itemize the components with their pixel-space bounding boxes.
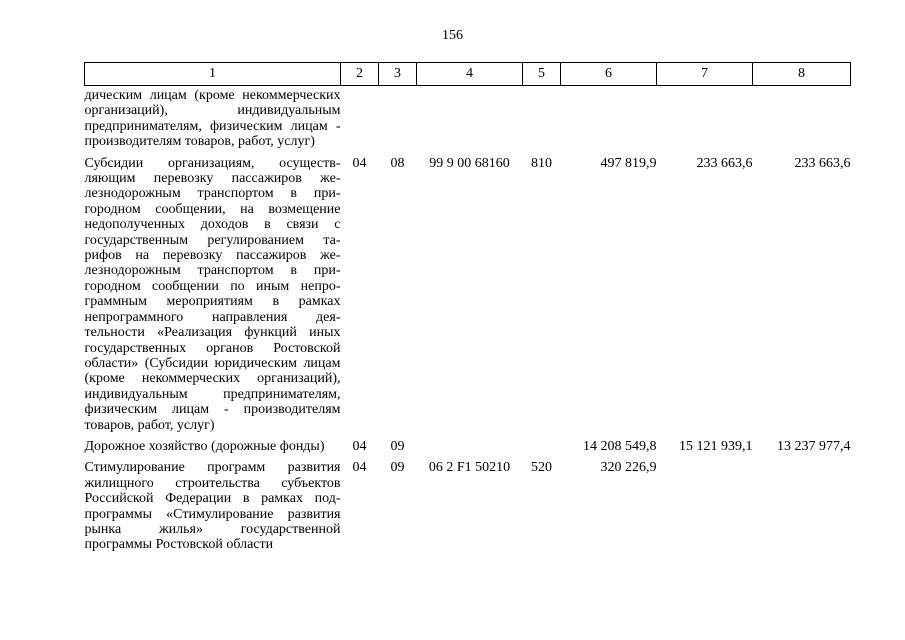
row-description: Дорожное хозяйство (дорожные фонды) (84, 438, 325, 454)
expense-type-code (523, 86, 561, 156)
row-description: Стимулирование программ развития жилищного строительства субъектов Российской Федерации в рамках подпрограммы «Стимулирование развития рынка жилья» государственной программы Ростовской области (84, 460, 341, 553)
amount-col8 (753, 86, 851, 156)
column-header: 3 (379, 63, 417, 86)
row-description: дическим лицам (кроме некоммерческих организаций), индивидуальным предпринимателям, физическим лицам - производителям товаров, работ, услуг) (84, 88, 341, 150)
column-header: 8 (753, 63, 851, 86)
target-article-code: 06 2 F1 50210 (428, 460, 511, 476)
subsection-code (379, 86, 417, 156)
table-row (85, 439, 851, 460)
section-code: 04 (352, 460, 367, 476)
amount-col6: 497 819,9 (600, 155, 657, 171)
subsection-code: 09 (390, 438, 405, 454)
column-header: 7 (657, 63, 753, 86)
amount-col6: 320 226,9 (600, 460, 657, 476)
amount-col6 (561, 86, 657, 156)
target-article-code: 99 9 00 68160 (429, 155, 510, 171)
expense-type-code (523, 439, 561, 460)
column-header: 1 (85, 63, 341, 86)
subsection-code: 09 (390, 460, 405, 476)
amount-col8: 13 237 977,4 (777, 438, 851, 454)
table-row (85, 156, 851, 439)
amount-col8: 233 663,6 (794, 155, 851, 171)
expense-type-code: 810 (531, 155, 552, 171)
target-article-code (417, 86, 523, 156)
page-number: 156 (442, 28, 463, 43)
amount-col6: 14 208 549,8 (583, 438, 657, 454)
amount-col7: 233 663,6 (696, 155, 753, 171)
target-article-code (417, 439, 523, 460)
row-description: Субсидии организациям, осуществляющим перевозку пассажиров железнодорожным транспортом в пригородном сообщении, на возмещение недополученных доходов в связи с государственным регулированием тарифов на перевозку пассажиров железнодорожным транспортом в пригородном сообщении по иным непрограммным мероприятиям в рамках непрограммного направления деятельности «Реализация функций иных государственных органов Ростовской области» (Субсидии юридическим лицам (кроме некоммерческих организаций), индивидуальным предпринимателям, физическим лицам - производителям товаров, работ, услуг) (84, 155, 341, 433)
column-header: 5 (523, 63, 561, 86)
section-code (341, 86, 379, 156)
amount-col7: 15 121 939,1 (679, 438, 753, 454)
amount-col8 (753, 460, 851, 552)
section-code: 04 (352, 438, 367, 454)
budget-table (84, 62, 851, 553)
table-header-row (85, 63, 851, 86)
table-row (85, 460, 851, 552)
expense-type-code: 520 (531, 460, 552, 476)
column-header: 2 (341, 63, 379, 86)
amount-col7 (657, 86, 753, 156)
table-row (85, 86, 851, 156)
column-header: 6 (561, 63, 657, 86)
section-code: 04 (352, 155, 367, 171)
subsection-code: 08 (390, 155, 405, 171)
column-header: 4 (417, 63, 523, 86)
amount-col7 (657, 460, 753, 552)
